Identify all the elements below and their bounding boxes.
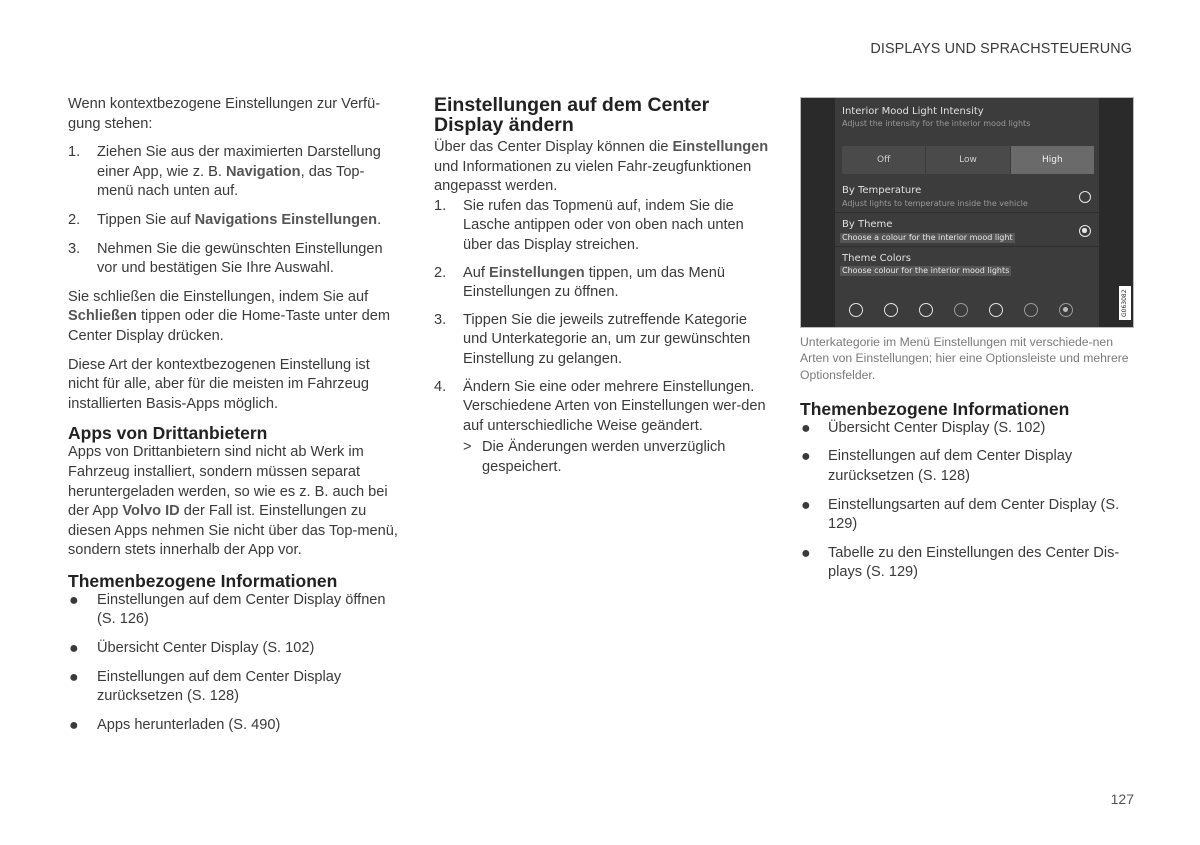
related-link[interactable]: Einstellungsarten auf dem Center Display (S. 129)	[828, 496, 1120, 533]
color-swatches	[849, 303, 1073, 317]
page-number: 127	[1110, 791, 1134, 807]
bullet-icon: ●	[801, 496, 811, 514]
close-paragraph	[68, 288, 400, 347]
related-link[interactable]: Apps herunterladen (S. 490)	[97, 716, 281, 733]
option-high[interactable]: High	[1011, 146, 1094, 174]
step-text: tippen, um das Menü Einstellungen zu öffnen.	[463, 264, 725, 301]
ui-term: Schließen	[68, 308, 137, 325]
step-text: Ziehen Sie aus der maximierten Darstellung einer App, wie z. B.	[97, 144, 381, 180]
ui-term: Navigations Einstellungen	[194, 211, 378, 228]
divider	[835, 212, 1099, 213]
ui-term: Einstellungen	[488, 264, 585, 281]
setting-title: Interior Mood Light Intensity	[842, 106, 984, 117]
related-link[interactable]: Übersicht Center Display (S. 102)	[97, 640, 315, 657]
page-title: Einstellungen auf dem Center Display ändern	[434, 94, 710, 136]
list-item	[434, 378, 770, 437]
section-heading: Apps von Drittanbietern	[68, 423, 268, 444]
center-display-screenshot	[800, 97, 1134, 328]
ui-term: Volvo ID	[122, 503, 180, 520]
bullet-icon: ●	[801, 448, 811, 466]
bullet-icon: ●	[69, 591, 79, 609]
divider	[835, 246, 1099, 247]
settings-panel	[835, 98, 1099, 328]
step-text: .	[377, 211, 382, 228]
step-number: 3.	[68, 240, 81, 257]
list-item[interactable]	[800, 419, 1134, 439]
result-marker: >	[463, 439, 472, 456]
list-item[interactable]	[800, 496, 1134, 535]
result-text: Die Änderungen werden unverzüglich gespeichert.	[482, 439, 726, 475]
row-title: By Temperature	[842, 185, 922, 196]
steps-list	[68, 143, 400, 279]
list-item	[434, 264, 770, 303]
row-subtitle: Choose a colour for the interior mood light	[842, 233, 1013, 242]
related-link[interactable]: Übersicht Center Display (S. 102)	[828, 419, 1046, 436]
setting-subtitle: Adjust the intensity for the interior mood lights	[842, 119, 1031, 128]
column-left	[68, 95, 400, 744]
option-off[interactable]: Off	[842, 146, 926, 174]
bullet-icon: ●	[801, 419, 811, 437]
related-link[interactable]: Einstellungen auf dem Center Display öffnen (S. 126)	[97, 591, 386, 628]
paragraph-text: Über das Center Display können die	[434, 139, 673, 155]
color-swatch[interactable]	[1024, 303, 1038, 317]
step-text: , das Top-menü nach unten auf.	[97, 163, 365, 200]
related-link[interactable]: Einstellungen auf dem Center Display zurücksetzen (S. 128)	[828, 448, 1073, 485]
steps-list	[434, 197, 770, 437]
step-text: Tippen Sie die jeweils zutreffende Kategorie und Unterkategorie an, um zur gewünschten Einstellung zu gelangen.	[463, 311, 751, 367]
step-text: Nehmen Sie die gewünschten Einstellungen vor und bestätigen Sie Ihre Auswahl.	[97, 240, 383, 277]
related-list	[68, 591, 400, 736]
running-header: DISPLAYS UND SPRACHSTEUERUNG	[870, 41, 1132, 57]
bullet-icon: ●	[69, 716, 79, 734]
list-item[interactable]	[68, 591, 400, 630]
step-result	[434, 438, 770, 477]
related-link[interactable]: Tabelle zu den Einstellungen des Center Dis-plays (S. 129)	[828, 544, 1120, 581]
step-number: 2.	[434, 264, 447, 281]
step-number: 2.	[68, 211, 81, 228]
list-item[interactable]	[68, 716, 400, 736]
row-title: Theme Colors	[842, 253, 911, 264]
column-middle	[434, 95, 770, 478]
list-item[interactable]	[68, 668, 400, 707]
paragraph-text: Sie schließen die Einstellungen, indem Sie auf	[68, 288, 369, 305]
list-item[interactable]	[800, 544, 1134, 583]
list-item	[68, 211, 400, 231]
list-item[interactable]	[800, 447, 1134, 486]
bullet-icon: ●	[801, 544, 811, 562]
list-item	[68, 240, 400, 279]
option-low[interactable]: Low	[926, 146, 1010, 174]
section-heading: Themenbezogene Informationen	[68, 570, 338, 591]
section-heading: Themenbezogene Informationen	[800, 398, 1070, 419]
step-number: 1.	[434, 197, 447, 214]
step-number: 3.	[434, 311, 447, 328]
list-item	[68, 143, 400, 202]
paragraph-text: tippen oder die Home-Taste unter dem Center Display drücken.	[68, 308, 391, 344]
radio-by-theme[interactable]	[1079, 225, 1091, 237]
intro-paragraph: Wenn kontextbezogene Einstellungen zur Verfü-gung stehen:	[68, 96, 381, 132]
bullet-icon: ●	[69, 640, 79, 658]
radio-by-temperature[interactable]	[1079, 191, 1091, 203]
step-text: Ändern Sie eine oder mehrere Einstellungen. Verschiedene Arten von Einstellungen wer-den auf unterschiedliche Weise geändert.	[463, 378, 766, 434]
color-swatch[interactable]	[884, 303, 898, 317]
list-item[interactable]	[68, 639, 400, 659]
related-link[interactable]: Einstellungen auf dem Center Display zurücksetzen (S. 128)	[97, 668, 342, 705]
row-title: By Theme	[842, 219, 893, 230]
row-subtitle: Adjust lights to temperature inside the vehicle	[842, 199, 1028, 208]
ui-term: Navigation	[225, 163, 301, 180]
bullet-icon: ●	[69, 668, 79, 686]
option-bar[interactable]	[842, 146, 1094, 174]
related-list	[800, 419, 1134, 583]
color-swatch[interactable]	[849, 303, 863, 317]
list-item	[434, 311, 770, 370]
step-number: 4.	[434, 378, 447, 395]
color-swatch[interactable]	[1059, 303, 1073, 317]
paragraph-text: der Fall ist. Einstellungen zu diesen Apps nehmen Sie nicht über das Top-menü, sondern stets innerhalb der App vor.	[68, 503, 398, 559]
list-item	[434, 197, 770, 256]
third-party-paragraph	[68, 443, 400, 561]
step-number: 1.	[68, 144, 81, 161]
image-code-label	[1119, 286, 1131, 320]
color-swatch[interactable]	[954, 303, 968, 317]
color-swatch[interactable]	[989, 303, 1003, 317]
color-swatch[interactable]	[919, 303, 933, 317]
intro-paragraph	[434, 138, 770, 197]
paragraph-text: und Informationen zu vielen Fahr-zeugfunktionen angepasst werden.	[434, 158, 752, 195]
step-text: Tippen Sie auf	[97, 211, 195, 228]
paragraph-text: Apps von Drittanbietern sind nicht ab Werk im Fahrzeug installiert, sondern müssen separat heruntergeladen werden, so wie es z. B. auch bei der App	[68, 444, 388, 520]
ui-term: Einstellungen	[672, 139, 769, 155]
image-caption: Unterkategorie im Menü Einstellungen mit verschiede-nen Arten von Einstellungen; hier eine Optionsleiste und mehrere Optionsfelder.	[800, 335, 1129, 382]
step-text: Sie rufen das Topmenü auf, indem Sie die Lasche antippen oder von oben nach unten über das Display streichen.	[463, 197, 744, 253]
step-text: Auf	[463, 264, 489, 281]
row-subtitle: Choose colour for the interior mood lights	[842, 266, 1010, 275]
image-code: G063082	[1121, 289, 1128, 317]
availability-paragraph: Diese Art der kontextbezogenen Einstellung ist nicht für alle, aber für die meisten im Fahrzeug installierten Basis-Apps möglich.	[68, 356, 370, 412]
column-right	[800, 97, 1134, 592]
